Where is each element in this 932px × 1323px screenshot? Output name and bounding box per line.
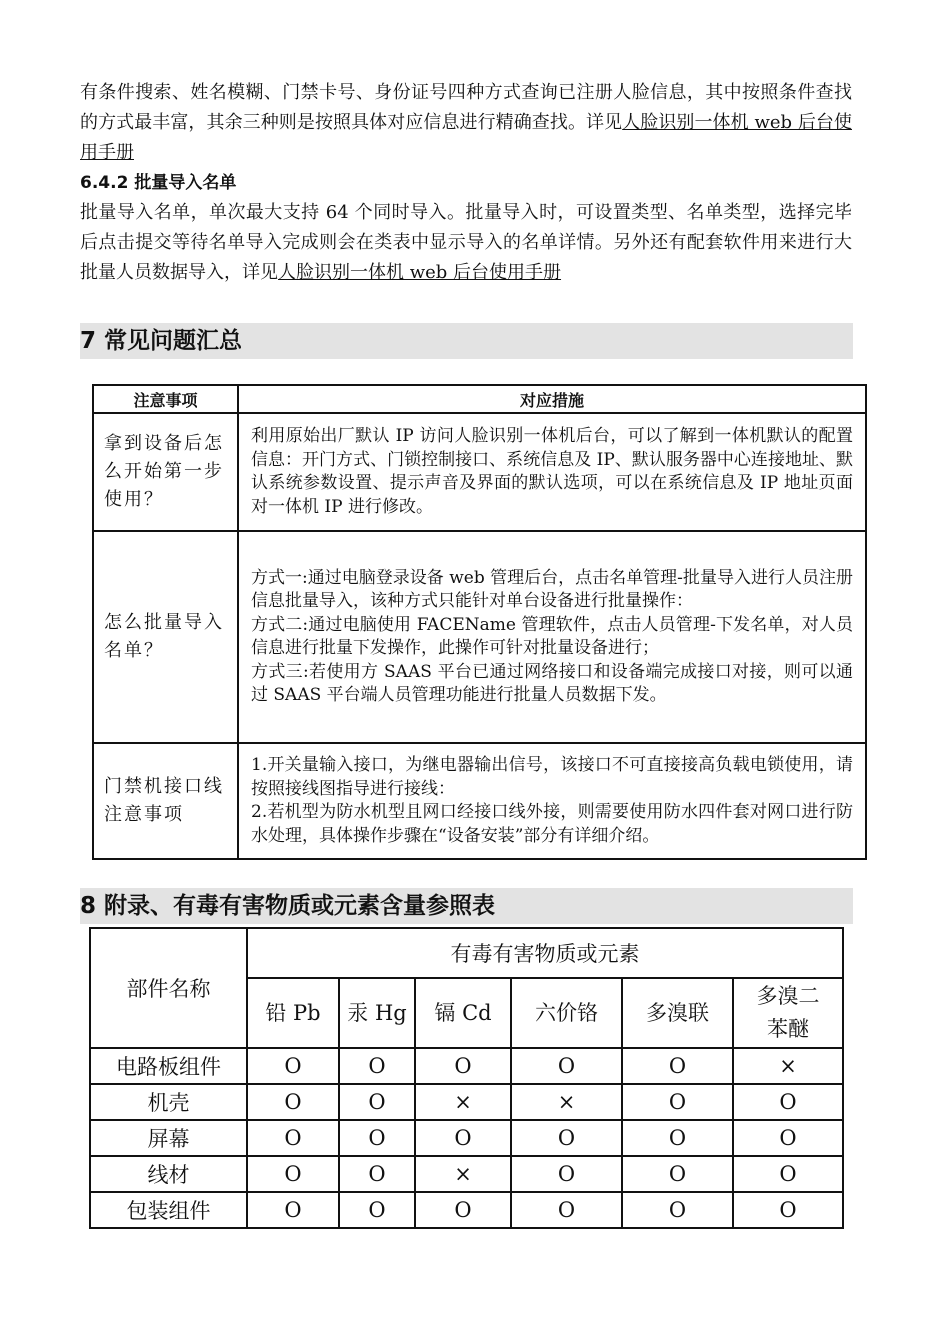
haz-value: O	[247, 1192, 339, 1228]
haz-value: O	[733, 1084, 843, 1120]
haz-part-name: 包装组件	[90, 1192, 247, 1228]
haz-row	[90, 1156, 843, 1192]
haz-value: O	[511, 1120, 622, 1156]
haz-header-substance: 铅 Pb	[247, 978, 339, 1048]
haz-value: O	[415, 1048, 511, 1084]
haz-value: O	[339, 1084, 415, 1120]
haz-value: O	[622, 1048, 733, 1084]
haz-value: O	[415, 1120, 511, 1156]
haz-value: O	[339, 1156, 415, 1192]
haz-part-name: 屏幕	[90, 1120, 247, 1156]
haz-value: O	[247, 1120, 339, 1156]
haz-value: ×	[733, 1048, 843, 1084]
haz-value: ×	[415, 1156, 511, 1192]
faq-row	[93, 531, 866, 743]
haz-value: O	[622, 1192, 733, 1228]
subheading-6-4-2: 6.4.2 批量导入名单	[80, 173, 237, 193]
manual-link-2[interactable]: 人脸识别一体机 web 后台使用手册	[278, 262, 562, 283]
haz-part-name: 机壳	[90, 1084, 247, 1120]
section-7-title: 7 常见问题汇总	[80, 323, 853, 359]
haz-value: O	[511, 1192, 622, 1228]
haz-header-substance: 汞 Hg	[339, 978, 415, 1048]
hazardous-substance-table	[89, 927, 844, 1229]
haz-header-row-1	[90, 928, 843, 978]
haz-value: O	[622, 1156, 733, 1192]
manual-link-1[interactable]: 人脸识别一体机 web 后台使用手册	[80, 112, 852, 163]
haz-header-substance: 六价铬	[511, 978, 622, 1048]
faq-header-answer: 对应措施	[238, 385, 866, 413]
haz-header-substance: 多溴联	[622, 978, 733, 1048]
faq-question: 门禁机接口线注意事项	[93, 743, 238, 859]
haz-header-substance: 镉 Cd	[415, 978, 511, 1048]
haz-value: O	[622, 1120, 733, 1156]
haz-value: O	[415, 1192, 511, 1228]
haz-row	[90, 1120, 843, 1156]
faq-answer	[238, 531, 866, 743]
haz-part-name: 线材	[90, 1156, 247, 1192]
faq-answer-line: 1.开关量输入接口，为继电器输出信号，该接口不可直接接高负载电锁使用，请按照接线图指导进行接线：	[251, 755, 853, 799]
haz-value: O	[733, 1120, 843, 1156]
haz-value: O	[247, 1156, 339, 1192]
intro-paragraph-1	[80, 78, 852, 168]
faq-answer-line: 2.若机型为防水机型且网口经接口线外接，则需要使用防水四件套对网口进行防水处理，具体操作步骤在“设备安装”部分有详细介绍。	[251, 802, 853, 846]
haz-row	[90, 1084, 843, 1120]
faq-answer-line: 方式一:通过电脑登录设备 web 管理后台，点击名单管理-批量导入进行人员注册信息批量导入，该种方式只能针对单台设备进行批量操作：	[251, 567, 853, 611]
haz-value: ×	[511, 1084, 622, 1120]
haz-row	[90, 1048, 843, 1084]
faq-header-row	[93, 385, 866, 413]
faq-row	[93, 743, 866, 859]
haz-value: O	[733, 1192, 843, 1228]
haz-value: O	[339, 1048, 415, 1084]
faq-question: 怎么批量导入名单？	[93, 531, 238, 743]
haz-value: O	[247, 1048, 339, 1084]
faq-question: 拿到设备后怎么开始第一步使用？	[93, 413, 238, 531]
haz-value: O	[511, 1156, 622, 1192]
haz-part-name: 电路板组件	[90, 1048, 247, 1084]
intro-paragraph-2	[80, 198, 852, 288]
faq-answer-line: 方式二:通过电脑使用 FACEName 管理软件，点击人员管理-下发名单，对人员信息进行批量下发操作，此操作可针对批量设备进行；	[251, 614, 853, 658]
intro-paragraph-1-text: 有条件搜索、姓名模糊、门禁卡号、身份证号四种方式查询已注册人脸信息，其中按照条件查找的方式最丰富，其余三种则是按照具体对应信息进行精确查找。详见	[80, 82, 852, 133]
faq-answer	[238, 413, 866, 531]
haz-value: ×	[415, 1084, 511, 1120]
section-8-title: 8 附录、有毒有害物质或元素含量参照表	[80, 888, 853, 924]
faq-header-question: 注意事项	[93, 385, 238, 413]
haz-value: O	[339, 1120, 415, 1156]
faq-answer-line: 方式三:若使用方 SAAS 平台已通过网络接口和设备端完成接口对接，则可以通过 SAAS 平台端人员管理功能进行批量人员数据下发。	[251, 661, 853, 705]
haz-value: O	[622, 1084, 733, 1120]
haz-header-substance: 多溴二苯醚	[733, 978, 843, 1048]
intro-paragraph-2-text: 批量导入名单，单次最大支持 64 个同时导入。批量导入时，可设置类型、名单类型，选择完毕后点击提交等待名单导入完成则会在类表中显示导入的名单详情。另外还有配套软件用来进行大批量人员数据导入，详见	[80, 202, 852, 283]
haz-value: O	[339, 1192, 415, 1228]
haz-value: O	[247, 1084, 339, 1120]
haz-header-group: 有毒有害物质或元素	[247, 928, 843, 978]
haz-header-part: 部件名称	[90, 928, 247, 1048]
faq-row	[93, 413, 866, 531]
haz-value: O	[733, 1156, 843, 1192]
faq-answer	[238, 743, 866, 859]
haz-row	[90, 1192, 843, 1228]
haz-value: O	[511, 1048, 622, 1084]
faq-table	[92, 384, 867, 860]
faq-answer-line: 利用原始出厂默认 IP 访问人脸识别一体机后台，可以了解到一体机默认的配置信息：开门方式、门锁控制接口、系统信息及 IP、默认服务器中心连接地址、默认系统参数设置、提示声音及界面的默认选项，可以在系统信息及 IP 地址页面对一体机 IP 进行修改。	[251, 426, 853, 517]
